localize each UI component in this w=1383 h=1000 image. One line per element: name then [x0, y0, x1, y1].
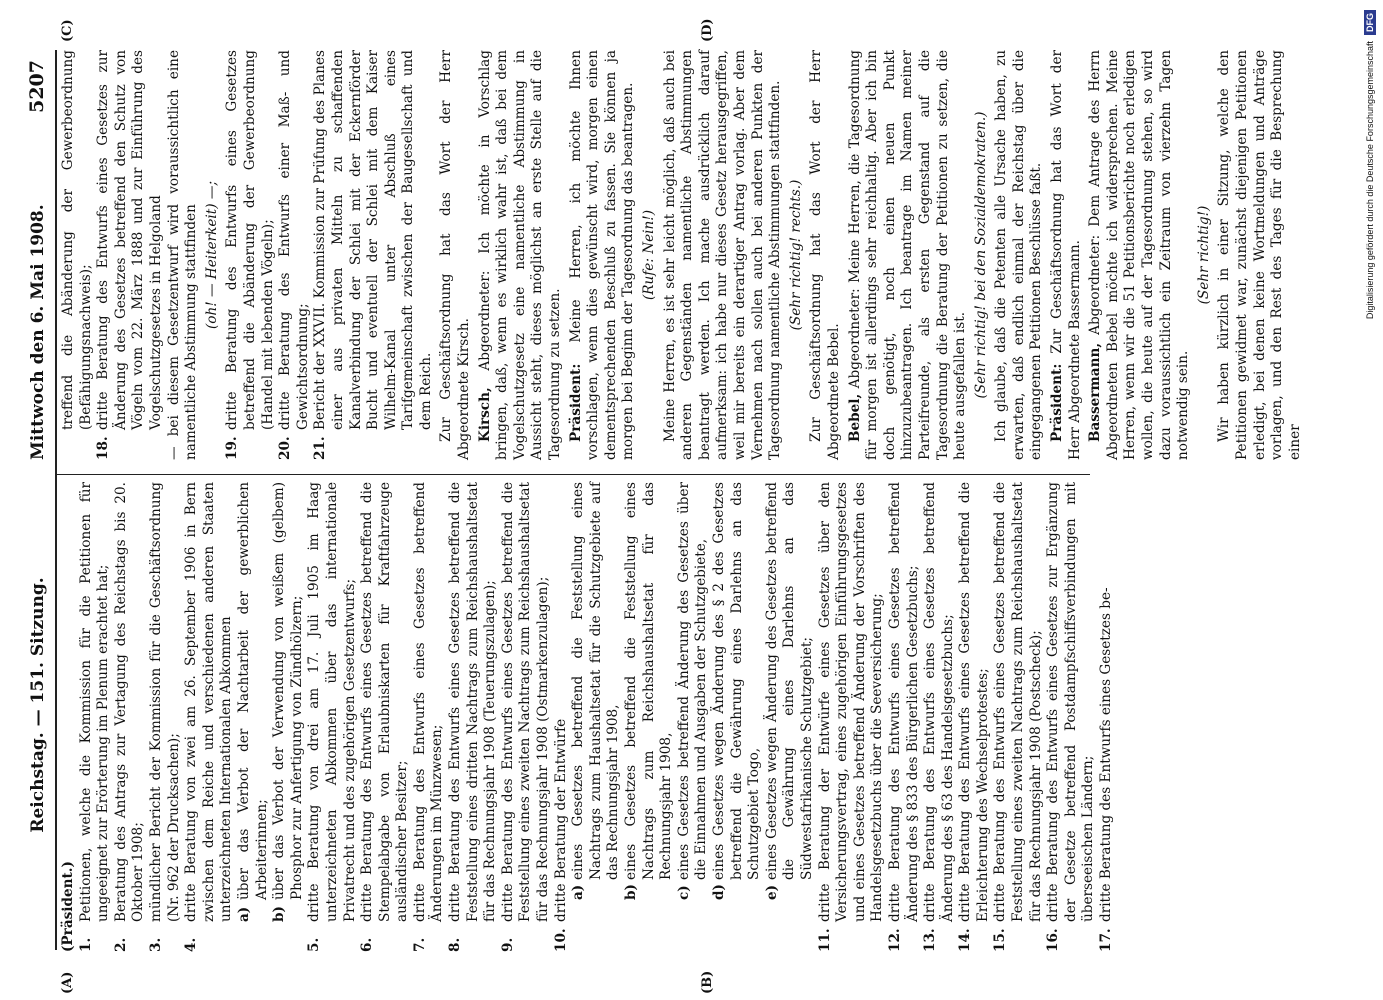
- item-text: dritte Beratung des Entwurfs eines Gesetzes betreffend die Feststellung eines zweiten Nachtrags zum Reichshaushaltsetat für das Rechnungsjahr 1908 (Ostmarkenzulagen);: [499, 482, 552, 922]
- sub-item-letter: d): [710, 884, 727, 900]
- sub-item: [623, 482, 676, 952]
- header-left: [8, 470, 48, 940]
- item-text: dritte Beratung des Entwurfs eines Gesetzes zur Ergänzung der Gesetze betreffend Postdampfschiffsverbindungen mit überseeischen Ländern;: [1045, 482, 1097, 922]
- list-item: [922, 482, 957, 952]
- sub-item-text: über das Verbot der Verwendung von weißem (gelbem) Phosphor zur Anfertigung von Zündhölzern;: [271, 482, 305, 900]
- list-item: [306, 482, 359, 952]
- paragraph: Ich glaube, daß die Petenten alle Ursache haben, zu erwarten, daß endlich einmal der Reichstag über die eingegangenen Petitionen Beschlüsse faßt.: [993, 50, 1045, 460]
- list-item: [312, 50, 435, 460]
- sub-item-letter: e): [763, 884, 780, 900]
- sub-item: [570, 482, 623, 952]
- sub-item-text: eines Gesetzes betreffend Änderung des Gesetzes über die Einnahmen und Ausgaben der Schutzgebiete,: [675, 482, 710, 880]
- sub-item-letter: c): [675, 885, 692, 900]
- item-number: 10.: [552, 928, 569, 952]
- digitization-text: Digitalisierung gefördert durch die Deutsche Forschungsgemeinschaft: [1365, 41, 1375, 320]
- item-number: 1.: [77, 937, 94, 952]
- item-number: 4.: [183, 937, 200, 952]
- item-number: 20.: [277, 436, 294, 460]
- sub-item: [236, 482, 271, 952]
- item-number: 12.: [886, 928, 903, 952]
- item-number: 21.: [312, 436, 329, 460]
- sub-item-letter: b): [623, 884, 639, 900]
- sub-item: [676, 482, 711, 952]
- interjection: (Sehr richtig!): [1195, 205, 1212, 305]
- sub-item-text: eines Gesetzes wegen Änderung des § 2 des Gesetzes betreffend die Gewährung eines Darlehns an das Schutzgebiet Togo,: [710, 482, 763, 880]
- list-item: [887, 482, 922, 952]
- item-text: dritte Beratung des Entwurfs eines Gesetzes betreffend die Feststellung eines zweiten Nachtrags zum Reichshaushaltsetat für das Rechnungsjahr 1908 (Postscheck);: [992, 482, 1044, 922]
- item-number: 19.: [224, 436, 241, 460]
- speech-paragraph: [477, 50, 565, 460]
- column-divider: [55, 474, 1090, 475]
- speech-text: Meine Herren, ich möchte Ihnen vorschlagen, wenn dies gewünscht wird, morgen einen dementsprechenden Beschluß zu fassen. Sie können ja morgen bei Beginn der Tagesordnung das beantragen.: [567, 50, 637, 460]
- item-number: 3.: [147, 937, 164, 952]
- list-item: [359, 482, 412, 952]
- speech-paragraph: [1049, 50, 1084, 460]
- list-item: [95, 50, 165, 460]
- item-text: Beratung des Antrags zur Vertagung des Reichstags bis 20. Oktober 1908;: [112, 482, 147, 922]
- list-item: [113, 482, 148, 952]
- list-item: [553, 482, 571, 952]
- list-item: [412, 482, 447, 952]
- list-item: [817, 482, 887, 952]
- item-text: Bericht der XXVII. Kommission zur Prüfung des Planes einer aus privaten Mitteln zu schaffenden Kanalverbindung der Schlei mit der Eckernförder Bucht und eventuell der Schlei mit dem Kaiser Wilhelm-Kanal unter Abschluß eines Tarifgemeinschaft zwischen der Baugesellschaft und dem Reich.: [312, 50, 434, 430]
- item-number: 14.: [957, 928, 974, 952]
- item-text: dritte Beratung des Entwurfs einer Maß- und Gewichtsordnung;: [277, 50, 311, 430]
- right-column: [60, 50, 1303, 460]
- sub-item: [711, 482, 764, 952]
- list-item: [1045, 482, 1098, 952]
- speaker-name: Kirsch,: [476, 387, 493, 442]
- header-rule: [55, 50, 57, 950]
- list-item: [148, 482, 183, 952]
- margin-marker-d: (D): [700, 18, 715, 42]
- item-text: dritte Beratung des Entwurfs eines Gesetzes betreffend die Stempelabgabe von Erlaubniskarten für Kraftfahrzeuge ausländischer Besitzer;: [359, 482, 411, 922]
- interjection: (Rufe: Nein!): [641, 209, 657, 301]
- sub-item-text: eines Gesetzes wegen Änderung des Gesetzes betreffend die Gewährung eines Darlehns an das Südwestafrikanische Schutzgebiet;: [763, 482, 815, 880]
- item-text: dritte Beratung des Entwurfs eines Gesetzes betreffend die Erleichterung des Wechselprotestes;: [957, 482, 991, 922]
- item-text: dritte Beratung der Entwürfe eines Gesetzes über den Versicherungsvertrag, eines zugehörigen Einführungsgesetzes und eines Gesetzes betreffend Änderung der Vorschriften des Handelsgesetzbuchs über die Seeversicherung;: [816, 482, 886, 922]
- speech-paragraph: [847, 50, 970, 460]
- margin-marker-b: (B): [700, 970, 715, 994]
- speech-text: Abgeordneter: Dem Antrage des Herrn Abgeordneten Bebel möchte ich widersprechen. Meine Herren, wenn wir die 51 Petitionsberichte noch erledigen wollen, die heute auf der Tagesordnung stehen, so wird dazu voraussichtlich ein Zeitraum von vierzehn Tagen notwendig sein.: [1087, 50, 1192, 460]
- speaker-name: Präsident:: [567, 363, 584, 442]
- list-item: [224, 50, 277, 460]
- item-text: dritte Beratung von drei am 17. Juli 1905 im Haag unterzeichneten Abkommen über das internationale Privatrecht und des zugehörigen Gesetzentwurfs;: [306, 482, 358, 922]
- interjection: (Sehr richtig! rechts.): [787, 179, 804, 331]
- speaker-name: Bebel,: [846, 393, 863, 442]
- item-text: dritte Beratung der Entwürfe: [552, 718, 569, 922]
- sub-item-text: eines Gesetzes betreffend die Feststellung eines Nachtrags zum Reichshaushaltsetat für das Rechnungsjahr 1908,: [623, 482, 675, 880]
- item-text: dritte Beratung des Entwurfs eines Gesetzes betreffend die Feststellung eines dritten Nachtrags zum Reichshaushaltsetat für das Rechnungsjahr 1908 (Teuerungszulagen);: [447, 482, 499, 922]
- vote-note: — bei diesem Gesetzentwurf wird voraussichtlich eine namentliche Abstimmung stattfinden: [165, 50, 200, 460]
- item-number: 7.: [411, 937, 428, 952]
- interjection: (Sehr richtig! bei den Sozialdemokraten.): [972, 111, 989, 399]
- list-item: [1098, 482, 1116, 952]
- speech-text: Zur Geschäftsordnung hat das Wort der Herr Abgeordnete Bassermann.: [1049, 50, 1083, 460]
- sub-item-letter: b): [271, 906, 288, 922]
- item-text: dritte Beratung des Entwurfs eines Gesetzes betreffend Änderung des § 833 des Bürgerlichen Gesetzbuchs;: [886, 482, 921, 922]
- speech-text: Abgeordneter: Ich möchte in Vorschlag bringen, daß, wenn es wirklich wahr ist, daß bei dem Vogelschutzgesetz eine namentliche Abstimmung in Aussicht steht, dieses möglichst an erste Stelle auf die Tagesordnung zu setzen.: [476, 50, 564, 460]
- item-number: 2.: [112, 937, 129, 952]
- speaker-name: Präsident:: [1049, 363, 1066, 442]
- paragraph: Meine Herren, es ist sehr leicht möglich, daß auch bei anderen Gegenständen namentliche Abstimmungen beantragt werden. Ich mache ausdrücklich darauf aufmerksam: ich habe nur dieses Gesetz herausgegriffen, weil mir bereits ein derartiger Antrag vorlag. Aber dem Vernehmen nach sollen auch bei anderen Punkten der Tagesordnung namentliche Abstimmungen stattfinden.: [661, 50, 784, 460]
- dfg-logo: DFG: [1364, 10, 1376, 35]
- list-item: [78, 482, 113, 952]
- header-title: Reichstag. — 151. Sitzung.: [28, 577, 48, 833]
- sub-item-letter: a): [570, 884, 587, 900]
- header-right: [8, 60, 48, 460]
- speech-text: Abgeordneter: Meine Herren, die Tagesordnung für morgen ist allerdings sehr reichhaltig. Aber ich bin doch genötigt, noch einen neuen Punkt hinzuzubeantragen. Ich beantrage im Namen meiner Parteifreunde, als ersten Gegenstand auf die Tagesordnung die Beratung der Petitionen zu setzen, die heute ausgefallen ist.: [846, 50, 969, 460]
- speaker-label: (Präsident.): [60, 861, 76, 952]
- speech-paragraph: [1087, 50, 1193, 460]
- page-number: 5207: [26, 60, 48, 113]
- paragraph: Zur Geschäftsordnung hat das Wort der Herr Abgeordnete Kirsch.: [438, 50, 473, 460]
- item-text: dritte Beratung des Entwurfs eines Gesetzes betreffend Änderungen im Münzwesen;: [411, 482, 446, 922]
- sub-item-text: über das Verbot der Nachtarbeit der gewerblichen Arbeiterinnen;: [235, 482, 270, 900]
- speech-paragraph: [568, 50, 638, 460]
- item-number: 9.: [499, 937, 516, 952]
- speaker-name: Bassermann,: [1087, 342, 1104, 442]
- item-number: 17.: [1098, 928, 1115, 952]
- item-text: Petitionen, welche die Kommission für die Petitionen für ungeeignet zur Erörterung im Plenum erachtet hat;: [77, 482, 112, 922]
- item-text: dritte Beratung des Entwurfs eines Gesetzes betreffend Änderung des § 63 des Handelsgesetzbuchs;: [922, 482, 956, 922]
- item-text: mündlicher Bericht der Kommission für die Geschäftsordnung (Nr. 962 der Drucksachen);: [147, 482, 182, 922]
- paragraph: Wir haben kürzlich in einer Sitzung, welche den Petitionen gewidmet war, zunächst diejenigen Petitionen erledigt, bei denen keine Wortmeldungen und Anträge vorlagen, und den Rest des Tages für die Besprechung einer: [1216, 50, 1303, 460]
- item-text: dritte Beratung von zwei am 26. September 1906 in Bern zwischen dem Reiche und verschiedenen anderen Staaten unterzeichneten Internationalen Abkommen: [183, 482, 235, 922]
- item-continuation: treffend die Abänderung der Gewerbeordnung (Befähigungsnachweis);: [60, 50, 94, 430]
- margin-marker-a: (A): [60, 971, 75, 994]
- item-number: 5.: [306, 937, 323, 952]
- digitization-note-inner: [1360, 10, 1380, 990]
- item-number: 18.: [95, 436, 112, 460]
- item-text: dritte Beratung des Entwurfs eines Gesetzes zur Änderung des Gesetzes betreffend den Schutz von Vögeln vom 22. März 1888 und zur Einführung des Vogelschutzgesetzes in Helgoland: [95, 50, 164, 430]
- list-item: [183, 482, 236, 952]
- margin-marker-c: (C): [60, 19, 75, 42]
- item-number: 11.: [816, 928, 833, 952]
- list-item: [500, 482, 553, 952]
- list-item: [447, 482, 500, 952]
- list-item: [992, 482, 1045, 952]
- item-number: 8.: [447, 937, 464, 952]
- sub-item-letter: a): [235, 906, 252, 922]
- item-number: 6.: [359, 937, 376, 952]
- item-number: 16.: [1045, 928, 1062, 952]
- item-number: 15.: [992, 928, 1009, 952]
- sub-item-text: eines Gesetzes betreffend die Feststellung eines Nachtrags zum Haushaltsetat für die Schutzgebiete auf das Rechnungsjahr 1908,: [570, 482, 622, 880]
- item-text: dritte Beratung des Entwurfs eines Gesetzes betreffend die Abänderung der Gewerbeordnung (Handel mit lebenden Vögeln);: [224, 50, 276, 430]
- item-number: 13.: [922, 928, 939, 952]
- sub-item: [764, 482, 817, 952]
- list-item: [277, 50, 312, 460]
- sub-item: [271, 482, 306, 952]
- interjection: (oh! — Heiterkeit) —;: [203, 180, 220, 330]
- item-text: dritte Beratung des Entwurfs eines Gesetzes be-: [1098, 587, 1115, 922]
- left-column: [60, 482, 1115, 952]
- paragraph: Zur Geschäftsordnung hat das Wort der Herr Abgeordnete Bebel.: [808, 50, 842, 460]
- list-item: [957, 482, 992, 952]
- header-date: Mittwoch den 6. Mai 1908.: [28, 204, 48, 460]
- digitization-note: [1360, 10, 1380, 990]
